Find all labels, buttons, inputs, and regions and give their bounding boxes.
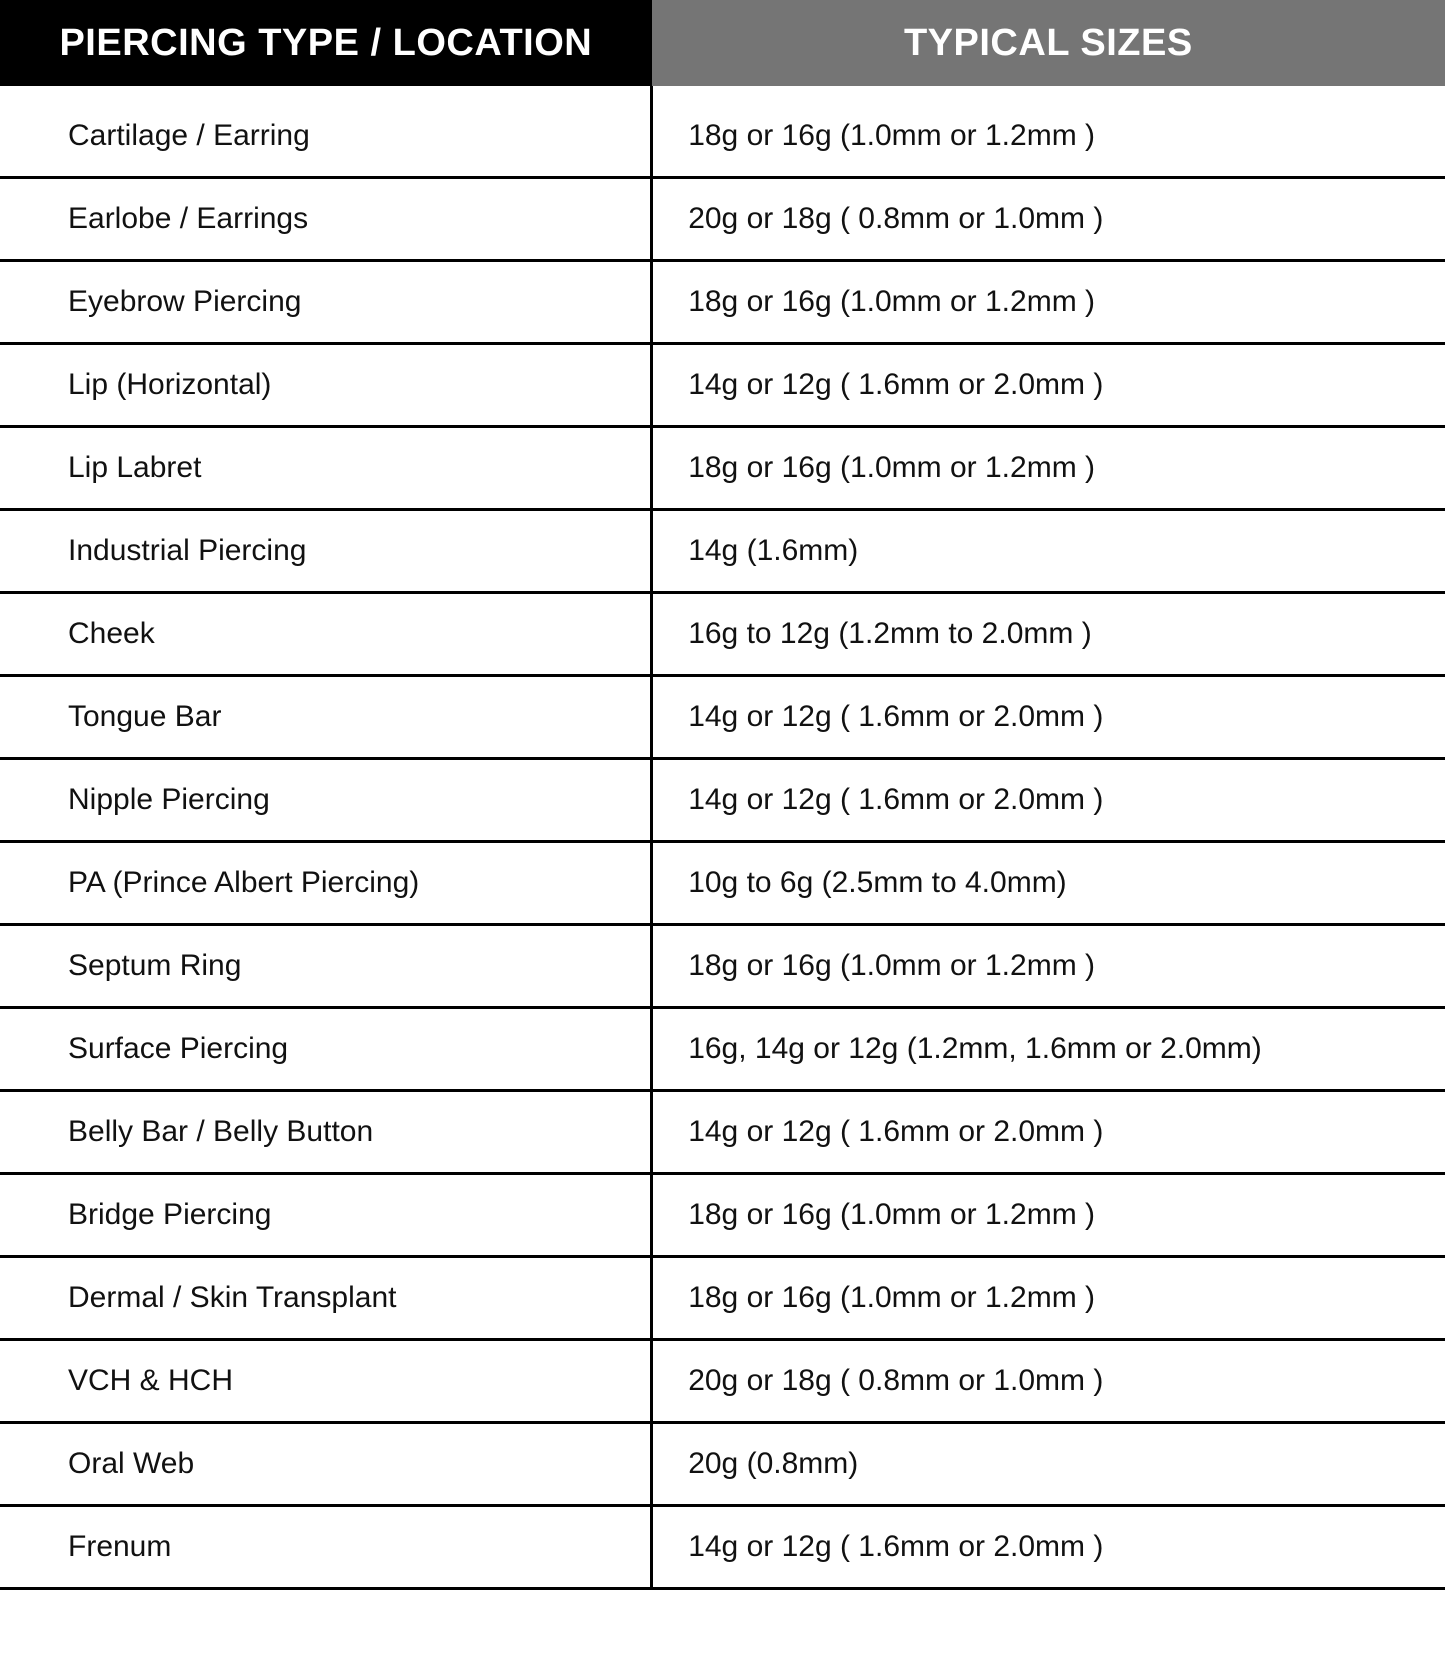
table-row [0, 1008, 1445, 1091]
piercing-type-text: PA (Prince Albert Piercing) [68, 865, 420, 899]
typical-size-text: 14g or 12g ( 1.6mm or 2.0mm ) [688, 1529, 1104, 1563]
cell-piercing-type [0, 842, 652, 925]
cell-piercing-type [0, 593, 652, 676]
cell-typical-size [652, 1091, 1445, 1174]
column-header-typical-sizes-label: TYPICAL SIZES [903, 22, 1193, 64]
table-row [0, 178, 1445, 261]
typical-size-text: 10g to 6g (2.5mm to 4.0mm) [688, 865, 1067, 899]
typical-size-text: 20g or 18g ( 0.8mm or 1.0mm ) [688, 201, 1104, 235]
typical-size-text: 18g or 16g (1.0mm or 1.2mm ) [688, 118, 1096, 152]
table-row [0, 1423, 1445, 1506]
piercing-type-text: Nipple Piercing [68, 782, 270, 816]
piercing-type-text: Bridge Piercing [68, 1197, 272, 1231]
table-row [0, 676, 1445, 759]
table-body [0, 86, 1445, 1589]
piercing-type-text: Eyebrow Piercing [68, 284, 302, 318]
cell-piercing-type [0, 759, 652, 842]
cell-typical-size [652, 344, 1445, 427]
cell-piercing-type [0, 1506, 652, 1589]
table-row [0, 842, 1445, 925]
typical-size-text: 20g or 18g ( 0.8mm or 1.0mm ) [688, 1363, 1104, 1397]
typical-size-text: 18g or 16g (1.0mm or 1.2mm ) [688, 1280, 1096, 1314]
cell-piercing-type [0, 1008, 652, 1091]
cell-typical-size [652, 1340, 1445, 1423]
cell-piercing-type [0, 1174, 652, 1257]
cell-piercing-type [0, 261, 652, 344]
table-row [0, 344, 1445, 427]
cell-typical-size [652, 1423, 1445, 1506]
column-header-piercing-type [0, 0, 652, 86]
piercing-type-text: Cartilage / Earring [68, 118, 310, 152]
typical-size-text: 14g or 12g ( 1.6mm or 2.0mm ) [688, 699, 1104, 733]
cell-typical-size [652, 1506, 1445, 1589]
piercing-type-text: Dermal / Skin Transplant [68, 1280, 397, 1314]
cell-piercing-type [0, 510, 652, 593]
typical-size-text: 14g or 12g ( 1.6mm or 2.0mm ) [688, 367, 1104, 401]
cell-piercing-type [0, 676, 652, 759]
cell-piercing-type [0, 1340, 652, 1423]
cell-piercing-type [0, 925, 652, 1008]
table-row [0, 1091, 1445, 1174]
table-row [0, 593, 1445, 676]
table-header-row [0, 0, 1445, 86]
cell-typical-size [652, 1257, 1445, 1340]
cell-typical-size [652, 261, 1445, 344]
piercing-type-text: Industrial Piercing [68, 533, 307, 567]
table-row [0, 261, 1445, 344]
piercing-type-text: Tongue Bar [68, 699, 222, 733]
cell-typical-size [652, 510, 1445, 593]
cell-typical-size [652, 1174, 1445, 1257]
table-row [0, 925, 1445, 1008]
typical-size-text: 20g (0.8mm) [688, 1446, 859, 1480]
column-header-typical-sizes [652, 0, 1445, 86]
piercing-type-text: Oral Web [68, 1446, 195, 1480]
cell-piercing-type [0, 1091, 652, 1174]
table-row [0, 1506, 1445, 1589]
table-row [0, 1257, 1445, 1340]
cell-piercing-type [0, 86, 652, 178]
cell-typical-size [652, 1008, 1445, 1091]
typical-size-text: 14g (1.6mm) [688, 533, 859, 567]
piercing-type-text: Cheek [68, 616, 155, 650]
piercing-type-text: Earlobe / Earrings [68, 201, 309, 235]
typical-size-text: 14g or 12g ( 1.6mm or 2.0mm ) [688, 1114, 1104, 1148]
typical-size-text: 18g or 16g (1.0mm or 1.2mm ) [688, 284, 1096, 318]
table-row [0, 1340, 1445, 1423]
typical-size-text: 16g to 12g (1.2mm to 2.0mm ) [688, 616, 1092, 650]
cell-typical-size [652, 178, 1445, 261]
typical-size-text: 16g, 14g or 12g (1.2mm, 1.6mm or 2.0mm) [688, 1031, 1262, 1065]
piercing-type-text: Lip (Horizontal) [68, 367, 272, 401]
cell-typical-size [652, 925, 1445, 1008]
typical-size-text: 18g or 16g (1.0mm or 1.2mm ) [688, 1197, 1096, 1231]
cell-piercing-type [0, 344, 652, 427]
cell-piercing-type [0, 1423, 652, 1506]
cell-piercing-type [0, 1257, 652, 1340]
piercing-type-text: Frenum [68, 1529, 172, 1563]
piercing-type-text: Surface Piercing [68, 1031, 289, 1065]
typical-size-text: 14g or 12g ( 1.6mm or 2.0mm ) [688, 782, 1104, 816]
cell-typical-size [652, 842, 1445, 925]
cell-typical-size [652, 676, 1445, 759]
table-header [0, 0, 1445, 86]
table-row [0, 759, 1445, 842]
cell-piercing-type [0, 427, 652, 510]
table-row [0, 510, 1445, 593]
piercing-type-text: VCH & HCH [68, 1363, 234, 1397]
cell-typical-size [652, 86, 1445, 178]
typical-size-text: 18g or 16g (1.0mm or 1.2mm ) [688, 948, 1096, 982]
table-row [0, 86, 1445, 178]
piercing-type-text: Belly Bar / Belly Button [68, 1114, 374, 1148]
column-header-piercing-type-label: PIERCING TYPE / LOCATION [59, 22, 593, 64]
piercing-type-text: Lip Labret [68, 450, 202, 484]
piercing-type-text: Septum Ring [68, 948, 242, 982]
table-row [0, 427, 1445, 510]
typical-size-text: 18g or 16g (1.0mm or 1.2mm ) [688, 450, 1096, 484]
cell-typical-size [652, 427, 1445, 510]
cell-typical-size [652, 759, 1445, 842]
cell-typical-size [652, 593, 1445, 676]
table-row [0, 1174, 1445, 1257]
cell-piercing-type [0, 178, 652, 261]
